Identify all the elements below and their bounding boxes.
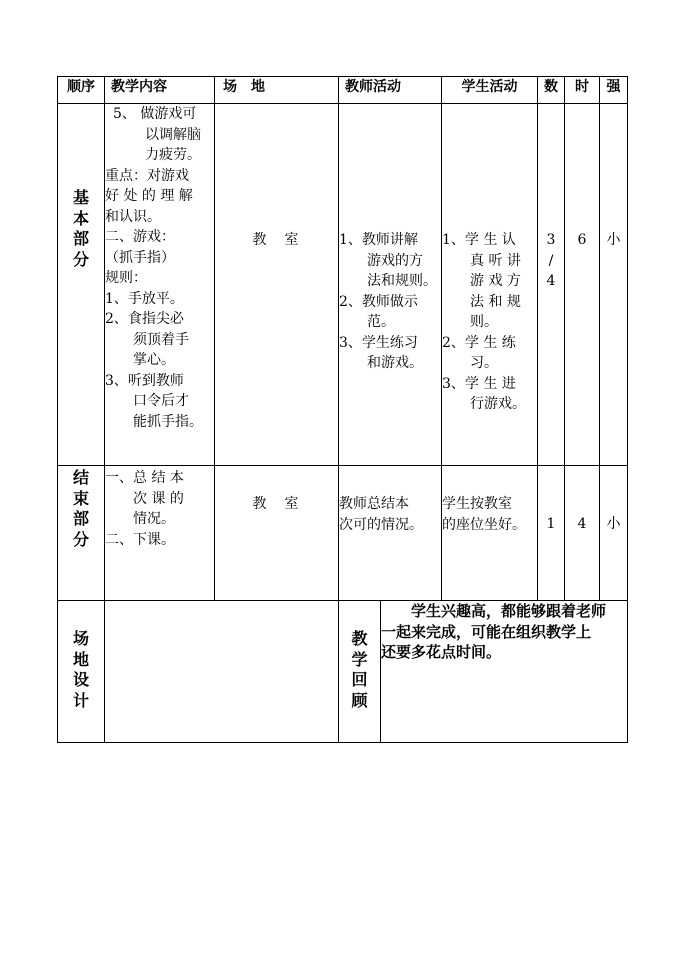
ending-count: 1: [538, 466, 565, 601]
basic-teacher-activity: 1、教师讲解 游戏的方 法和规则。 2、教师做示 范。 3、学生练习 和游戏。: [339, 104, 442, 466]
ending-content: 一、总 结 本 次 课 的 情况。 二、下课。: [105, 466, 215, 601]
basic-intensity: 小: [600, 104, 628, 466]
header-content: 教学内容: [105, 77, 215, 104]
teaching-review-label: 教 学 回 顾: [339, 601, 381, 743]
venue-design-label: 场 地 设 计: [58, 601, 105, 743]
ending-section-label: 结 束 部 分: [58, 466, 105, 601]
basic-student-activity: 1、学 生 认 真 听 讲 游 戏 方 法 和 规 则。 2、学 生 练 习。 3、学 生 进 行游戏。: [442, 104, 538, 466]
ending-time: 4: [565, 466, 600, 601]
teaching-review-text: 学生兴趣高，都能够跟着老师 一起来完成，可能在组织教学上 还要多花点时间。: [381, 601, 628, 743]
venue-design-area: [105, 601, 339, 743]
basic-time: 6: [565, 104, 600, 466]
basic-count: 3 / 4: [538, 104, 565, 466]
ending-venue: 教 室: [215, 466, 339, 601]
ending-intensity: 小: [600, 466, 628, 601]
lesson-plan-table: [57, 76, 628, 743]
header-count: 数: [538, 77, 565, 104]
header-intensity: 强: [600, 77, 628, 104]
ending-student-activity: 学生按教室 的座位坐好。: [442, 466, 538, 601]
ending-section-row: [58, 466, 628, 601]
basic-content: 5、 做游戏可 以调解脑 力疲劳。 重点：对游戏 好 处 的 理 解 和认识。 二、游戏： （抓手指） 规则： 1、手放平。 2、食指尖必 须顶着手 掌心。 3、听到教师 口令后才 能抓手指。: [105, 104, 215, 466]
header-time: 时: [565, 77, 600, 104]
ending-teacher-activity: 教师总结本 次可的情况。: [339, 466, 442, 601]
basic-section-label: 基 本 部 分: [58, 104, 105, 466]
header-row: [58, 77, 628, 104]
footer-row: [58, 601, 628, 743]
basic-section-row: [58, 104, 628, 466]
header-teacher: 教师活动: [339, 77, 442, 104]
header-student: 学生活动: [442, 77, 538, 104]
header-order: 顺序: [58, 77, 105, 104]
header-venue: 场 地: [215, 77, 339, 104]
basic-venue: 教 室: [215, 104, 339, 466]
